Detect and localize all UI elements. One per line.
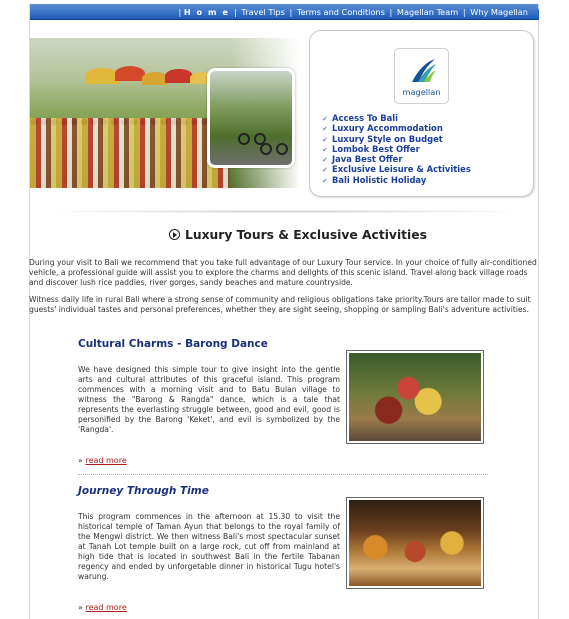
bike-wheel bbox=[260, 143, 272, 155]
readmore-line bbox=[78, 603, 127, 612]
page-title-text: Luxury Tours & Exclusive Activities bbox=[185, 228, 427, 242]
warung-dinner-photo bbox=[349, 500, 481, 586]
intro-paragraph-2: Witness daily life in rural Bali where a strong sense of community and religious obligations take priority.Tours are tailor made to suit guests' individual tastes and personal preferences, whether they are sight seeing, shopping or sampling Bali's adventure activities. bbox=[29, 295, 531, 314]
readmore-line bbox=[78, 456, 127, 465]
article-body: This program commences in the afternoon at 15.30 to visit the historical temple of Taman Ayun that belongs to the royal family of the Mengwi district. We then witness Bali's most spectacular sunset at Tanah Lot temple built on a large rock, cut off from mainland at high tide that is located in southwest Bali in the fertile Tabanan regency and ended by unforgetable dinner in historical Tugu hotel's warung. bbox=[78, 512, 340, 581]
menu-item-luxury-accommodation[interactable] bbox=[322, 123, 471, 133]
menu-bullet-icon: ✔ bbox=[322, 125, 328, 134]
menu-item-label: Luxury Style on Budget bbox=[332, 133, 443, 144]
article-separator bbox=[78, 474, 488, 475]
menu-item-exclusive-leisure[interactable] bbox=[322, 164, 471, 174]
nav-separator: | bbox=[289, 7, 293, 17]
menu-bullet-icon: ✔ bbox=[322, 145, 328, 154]
menu-item-label: Luxury Accommodation bbox=[332, 123, 443, 134]
article-title: Cultural Charms - Barong Dance bbox=[78, 338, 268, 350]
nav-separator: | bbox=[234, 7, 237, 17]
hero-inset-cyclists bbox=[207, 68, 295, 168]
menu-item-label: Bali Holistic Holiday bbox=[332, 174, 427, 185]
menu-bullet-icon: ✔ bbox=[322, 115, 328, 123]
menu-item-java-best-offer[interactable] bbox=[322, 154, 471, 164]
menu-item-access-to-bali[interactable] bbox=[322, 113, 471, 123]
parasol-shape bbox=[115, 66, 145, 81]
top-navigation bbox=[30, 4, 538, 20]
menu-bullet-icon: ✔ bbox=[322, 156, 328, 165]
offers-menu bbox=[322, 113, 471, 185]
nav-separator: | bbox=[389, 7, 393, 17]
menu-bullet-icon: ✔ bbox=[322, 135, 328, 144]
menu-item-lombok-best-offer[interactable] bbox=[322, 144, 471, 154]
parasol-shape bbox=[165, 69, 193, 83]
nav-travel-tips-link[interactable]: Travel Tips bbox=[241, 7, 285, 17]
bike-wheel bbox=[276, 143, 288, 155]
menu-item-label: Java Best Offer bbox=[332, 154, 403, 165]
menu-item-bali-holistic-holiday[interactable] bbox=[322, 175, 471, 185]
nav-terms-link[interactable]: Terms and Conditions bbox=[296, 7, 385, 17]
menu-item-label: Lombok Best Offer bbox=[332, 143, 420, 154]
menu-bullet-icon: ✔ bbox=[322, 176, 328, 185]
article-title: Journey Through Time bbox=[78, 485, 209, 497]
readmore-prefix: » bbox=[78, 603, 83, 612]
crowd-figures bbox=[30, 118, 230, 188]
nav-magellan-team-link[interactable]: Magellan Team bbox=[396, 7, 459, 17]
read-more-link[interactable]: read more bbox=[85, 456, 127, 465]
barong-dance-photo bbox=[349, 353, 481, 441]
bike-wheel bbox=[238, 133, 250, 145]
nav-separator: | bbox=[462, 7, 466, 17]
nav-separator: | bbox=[178, 7, 182, 17]
article-image-warung bbox=[346, 497, 484, 589]
nav-home-link[interactable]: H o m e bbox=[183, 7, 230, 17]
menu-item-label: Access To Bali bbox=[332, 113, 399, 123]
menu-bullet-icon: ✔ bbox=[322, 166, 328, 175]
article-body: We have designed this simple tour to give insight into the gentle arts and cultural attributes of this graceful island. This program commences with a morning visit and to Batu Bulan village to witness the "Barong & Rangda" dance, which is a tale that represents the everlasting struggle between, good and evil, good is personified by the Barong 'Keket', and evil is symbolized by the 'Rangda'. bbox=[78, 365, 340, 434]
page-title bbox=[169, 228, 427, 242]
article-barong-dance bbox=[78, 338, 488, 473]
arrow-circle-icon bbox=[169, 229, 180, 240]
magellan-logo[interactable] bbox=[394, 48, 449, 104]
article-journey-through-time bbox=[78, 485, 488, 619]
read-more-link[interactable]: read more bbox=[85, 603, 127, 612]
menu-item-luxury-style-on-budget[interactable] bbox=[322, 134, 471, 144]
magellan-logo-icon bbox=[408, 56, 438, 86]
info-panel bbox=[309, 30, 534, 197]
intro-paragraph-1: During your visit to Bali we recommend that you take full advantage of our Luxury Tour service. In your choice of fully air-conditioned vehicle, a professional guide will assist you to explore the charms and delights of this scenic island. Travel along back village roads and discover lush rice paddies, river gorges, sandy beaches and mature countryside. bbox=[29, 258, 537, 287]
nav-why-magellan-link[interactable]: Why Magellan bbox=[470, 7, 528, 17]
parasol-shape bbox=[85, 68, 119, 84]
section-divider bbox=[30, 210, 538, 213]
logo-text: magellan bbox=[402, 87, 441, 97]
article-image-barong bbox=[346, 350, 484, 444]
readmore-prefix: » bbox=[78, 456, 83, 465]
menu-item-label: Exclusive Leisure & Activities bbox=[332, 164, 471, 175]
